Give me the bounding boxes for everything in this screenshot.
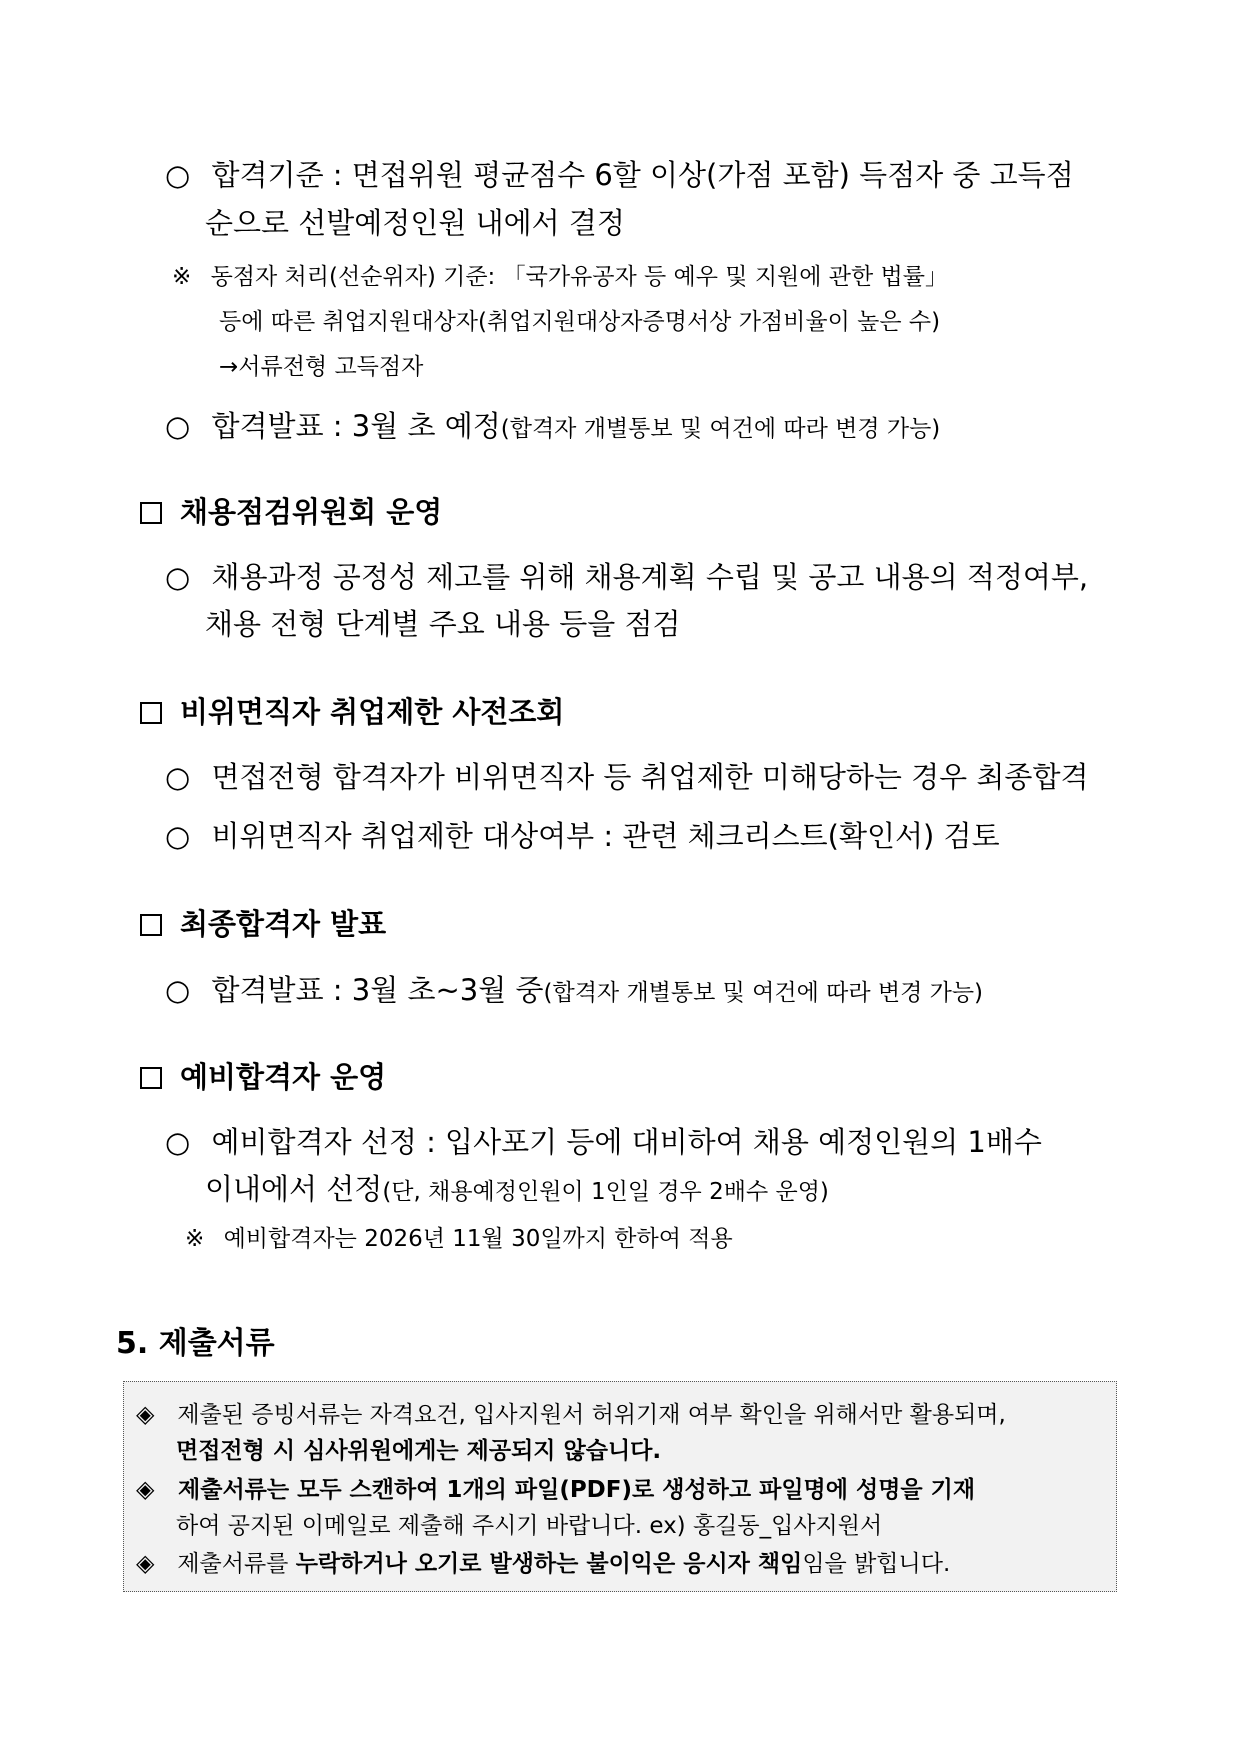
section-title-misconduct: 비위면직자 취업제한 사전조회 (140, 690, 564, 731)
criteria-item (165, 153, 1074, 194)
square-bullet-icon (140, 502, 162, 524)
inspection-line2: 채용 전형 단계별 주요 내용 등을 점검 (205, 607, 681, 641)
reference-mark-icon: ※ (172, 264, 192, 290)
final-sub: (합격자 개별통보 및 여건에 따라 변경 가능) (543, 980, 984, 1006)
announce-sub: (합격자 개별통보 및 여건에 따라 변경 가능) (500, 416, 941, 442)
section-title-inspection: 채용점검위원회 운영 (140, 490, 442, 531)
doc-item2-line2: 하여 공지된 이메일로 제출해 주시기 바랍니다. ex) 홍길동_입사지원서 (176, 1513, 883, 1539)
announce-item (165, 404, 940, 445)
final-main: 합격발표 : 3월 초~3월 중 (211, 973, 544, 1007)
inspection-item (165, 555, 1088, 596)
documents-notice-box (123, 1381, 1117, 1592)
doc-item1-line1: ◈ 제출된 증빙서류는 자격요건, 입사지원서 허위기재 여부 확인을 위해서만 활용되며, (136, 1400, 1006, 1428)
circle-bullet-icon: ○ (165, 819, 191, 853)
diamond-bullet-icon: ◈ (136, 1475, 155, 1503)
misconduct-line1: 면접전형 합격자가 비위면직자 등 취업제한 미해당하는 경우 최종합격 (211, 760, 1089, 794)
circle-bullet-icon: ○ (165, 1125, 191, 1159)
diamond-bullet-icon: ◈ (136, 1549, 155, 1577)
tie-note-line1: 동점자 처리(선순위자) 기준: 「국가유공자 등 예우 및 지원에 관한 법률」 (210, 264, 948, 290)
reserve-note-text: 예비합격자는 2026년 11월 30일까지 한하여 적용 (223, 1226, 733, 1252)
reserve-line2-main: 이내에서 선정 (205, 1172, 383, 1206)
doc-item2-line1: ◈ 제출서류는 모두 스캔하여 1개의 파일(PDF)로 생성하고 파일명에 성명을 기재 (136, 1475, 976, 1503)
doc-item3: ◈ 제출서류를 누락하거나 오기로 발생하는 불이익은 응시자 책임임을 밝힙니다. (136, 1549, 951, 1577)
circle-bullet-icon: ○ (165, 560, 191, 594)
final-item (165, 968, 983, 1009)
announce-main: 합격발표 : 3월 초 예정 (211, 409, 501, 443)
reserve-line2 (205, 1167, 829, 1208)
reserve-note (185, 1220, 733, 1253)
square-bullet-icon (140, 702, 162, 724)
criteria-text-line1: 합격기준 : 면접위원 평균점수 6할 이상(가점 포함) 득점자 중 고득점 (211, 158, 1074, 192)
misconduct-item1 (165, 755, 1088, 796)
tie-note-line3: →서류전형 고득점자 (219, 354, 424, 380)
reserve-item (165, 1120, 1042, 1161)
misconduct-item2 (165, 814, 1000, 855)
circle-bullet-icon: ○ (165, 973, 191, 1007)
misconduct-line2: 비위면직자 취업제한 대상여부 : 관련 체크리스트(확인서) 검토 (211, 819, 1000, 853)
doc-item1-line2: 면접전형 시 심사위원에게는 제공되지 않습니다. (176, 1438, 662, 1464)
square-bullet-icon (140, 1067, 162, 1089)
circle-bullet-icon: ○ (165, 409, 191, 443)
tie-note (172, 258, 948, 291)
tie-note-line2: 등에 따른 취업지원대상자(취업지원대상자증명서상 가점비율이 높은 수) (219, 309, 941, 335)
section-title-reserve: 예비합격자 운영 (140, 1055, 386, 1096)
inspection-line1: 채용과정 공정성 제고를 위해 채용계획 수립 및 공고 내용의 적정여부, (211, 560, 1089, 594)
reserve-line2-sub: (단, 채용예정인원이 1인일 경우 2배수 운영) (382, 1179, 829, 1205)
reserve-line1: 예비합격자 선정 : 입사포기 등에 대비하여 채용 예정인원의 1배수 (211, 1125, 1042, 1159)
reference-mark-icon: ※ (185, 1226, 205, 1252)
diamond-bullet-icon: ◈ (136, 1400, 155, 1428)
criteria-text-line2: 순으로 선발예정인원 내에서 결정 (205, 206, 625, 240)
circle-bullet-icon: ○ (165, 760, 191, 794)
section-title-final: 최종합격자 발표 (140, 902, 386, 943)
square-bullet-icon (140, 914, 162, 936)
circle-bullet-icon: ○ (165, 158, 191, 192)
section-heading-documents: 5. 제출서류 (116, 1326, 275, 1361)
